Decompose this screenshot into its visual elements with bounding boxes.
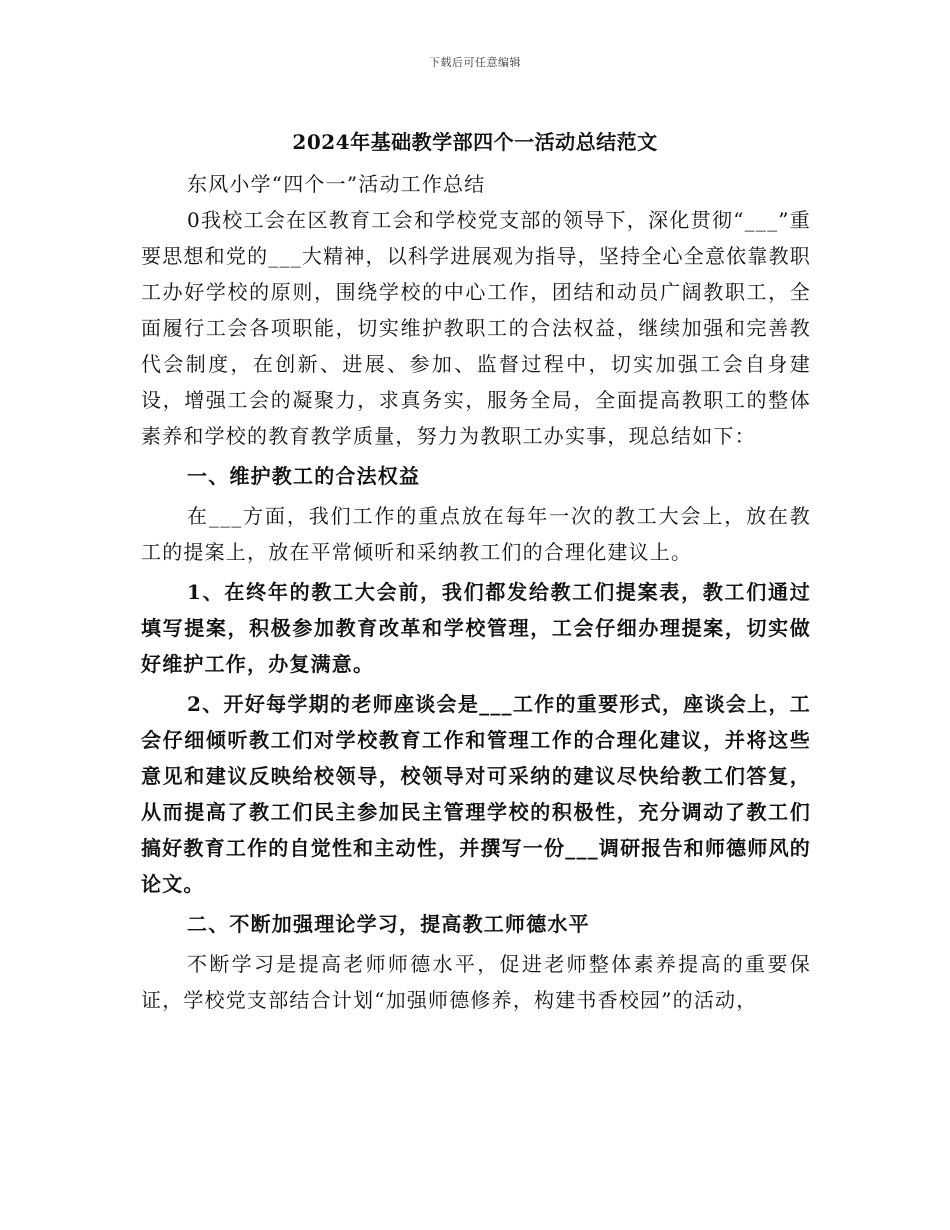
section-heading-1: 一、维护教工的合法权益 [187, 464, 421, 488]
paragraph-intro: 0我校工会在区教育工会和学校党支部的领导下，深化贯彻“___”重要思想和党的___大精神，以科学进展观为指导，坚持全心全意依靠教职工办好学校的原则，围绕学校的中心工作，团结和动员广阔教职工，全面履行工会各项职能，切实维护教职工的合法权益，继续加强和完善教代会制度，在创新、进展、参加、监督过程中，切实加强工会自身建设，增强工会的凝聚力，求真务实，服务全局，全面提高教职工的整体素养和学校的教育教学质量，努力为教职工办实事，现总结如下： [141, 208, 811, 448]
section-heading-2: 二、不断加强理论学习，提高教工师德水平 [187, 912, 590, 936]
paragraph-section-2-intro: 不断学习是提高老师师德水平，促进老师整体素养提高的重要保证，学校党支部结合计划“加强师德修养，构建书香校园”的活动， [141, 952, 811, 1012]
page-header-note: 下载后可任意编辑 [429, 56, 521, 69]
document-body [141, 166, 811, 1018]
document-title: 2024年基础教学部四个一活动总结范文 [292, 130, 658, 154]
paragraph-subtitle: 东风小学“四个一”活动工作总结 [187, 172, 486, 196]
paragraph-section-1-intro: 在___方面，我们工作的重点放在每年一次的教工大会上，放在教工的提案上，放在平常倾听和采纳教工们的合理化建议上。 [141, 504, 811, 564]
paragraph-item-1: 1、在终年的教工大会前，我们都发给教工们提案表，教工们通过填写提案，积极参加教育改革和学校管理，工会仔细办理提案，切实做好维护工作，办复满意。 [141, 580, 811, 676]
paragraph-item-2: 2、开好每学期的老师座谈会是___工作的重要形式，座谈会上，工会仔细倾听教工们对学校教育工作和管理工作的合理化建议，并将这些意见和建议反映给校领导，校领导对可采纳的建议尽快给教工们答复，从而提高了教工们民主参加民主管理学校的积极性，充分调动了教工们搞好教育工作的自觉性和主动性，并撰写一份___调研报告和师德师风的论文。 [141, 692, 811, 896]
